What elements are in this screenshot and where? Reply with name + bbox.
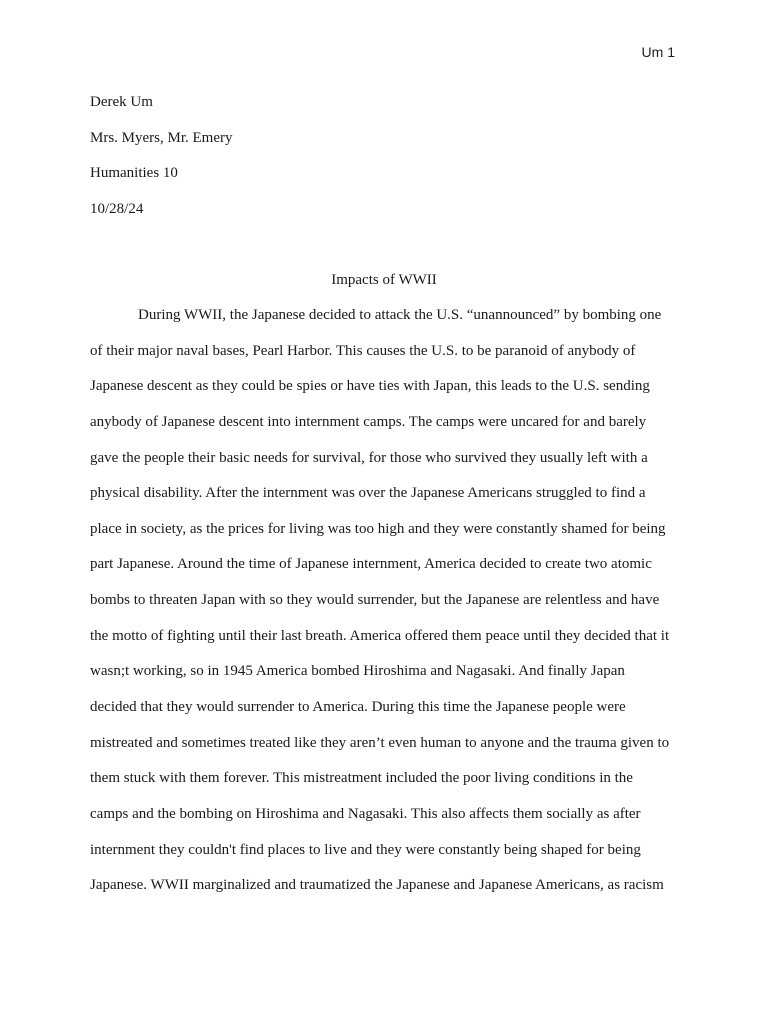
body-line: decided that they would surrender to America. During this time the Japanese people were: [90, 699, 626, 716]
page-number-header: Um 1: [641, 44, 675, 60]
body-line: them stuck with them forever. This mistreatment included the poor living conditions in the: [90, 770, 633, 787]
body-line: camps and the bombing on Hiroshima and Nagasaki. This also affects them socially as after: [90, 805, 641, 822]
body-line: anybody of Japanese descent into internment camps. The camps were uncared for and barely: [90, 413, 647, 430]
course-name: Humanities 10: [90, 165, 178, 181]
body-line: During WWII, the Japanese decided to attack the U.S. “unannounced” by bombing one: [138, 307, 662, 323]
date: 10/28/24: [90, 200, 144, 217]
mla-heading: [90, 92, 233, 234]
body-line: internment they couldn't find places to live and they were constantly being shaped for being: [90, 841, 641, 858]
teacher-names: Mrs. Myers, Mr. Emery: [90, 129, 233, 146]
body-line: bombs to threaten Japan with so they would surrender, but the Japanese are relentless and have: [90, 592, 660, 609]
body-line: place in society, as the prices for living was too high and they were constantly shamed for being: [90, 520, 666, 537]
body-line: physical disability. After the internment was over the Japanese Americans struggled to find a: [90, 485, 646, 502]
body-line: Japanese descent as they could be spies or have ties with Japan, this leads to the U.S. sending: [90, 378, 650, 395]
body-line: of their major naval bases, Pearl Harbor. This causes the U.S. to be paranoid of anybody of: [90, 342, 636, 359]
body-line: Japanese. WWII marginalized and traumatized the Japanese and Japanese Americans, as racism: [90, 877, 664, 894]
body-line: part Japanese. Around the time of Japanese internment, America decided to create two atomic: [90, 556, 652, 573]
body-line: wasn;t working, so in 1945 America bombed Hiroshima and Nagasaki. And finally Japan: [90, 663, 625, 680]
student-name: Derek Um: [90, 94, 153, 110]
body-line: mistreated and sometimes treated like they aren’t even human to anyone and the trauma given to: [90, 734, 670, 751]
essay-title: Impacts of WWII: [331, 272, 437, 288]
essay-body: [90, 305, 680, 911]
body-line: the motto of fighting until their last breath. America offered them peace until they decided that it: [90, 627, 670, 644]
body-line: gave the people their basic needs for survival, for those who survived they usually left with a: [90, 449, 648, 466]
